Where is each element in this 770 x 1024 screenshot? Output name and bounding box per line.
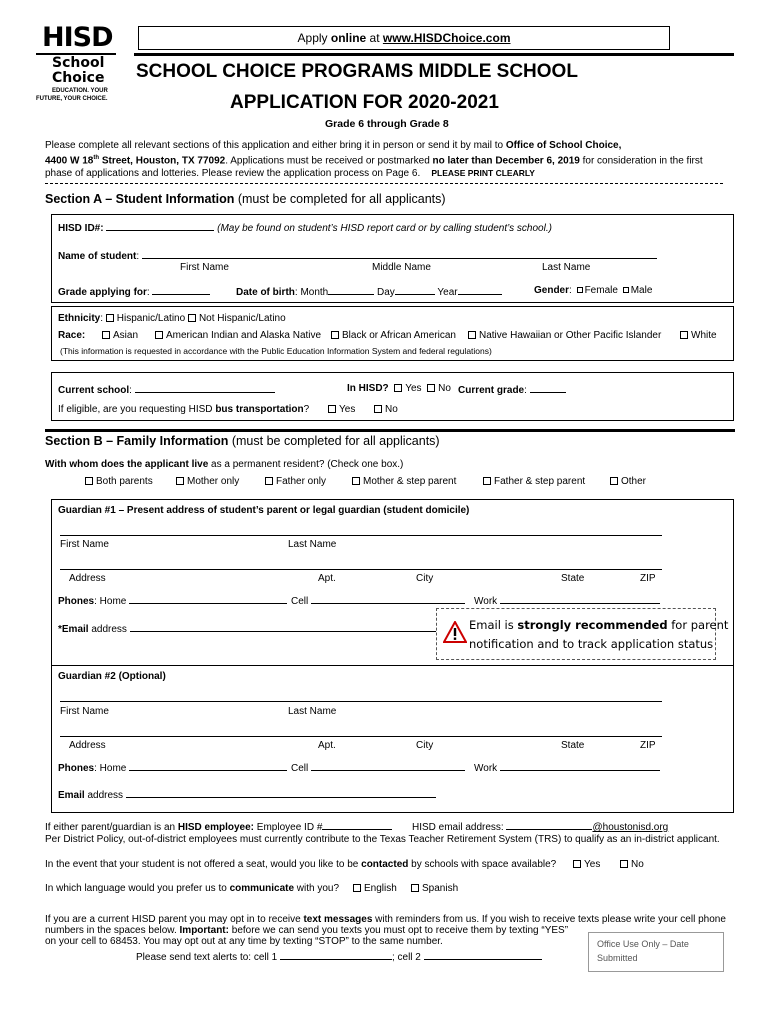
guardian1-phones-row: Phones: Home [58, 594, 287, 607]
live-option-father: Father only [265, 476, 326, 487]
race-option-white: White [680, 330, 717, 341]
guardian2-city-caption: City [416, 740, 434, 751]
guardian2-address-line[interactable] [60, 736, 662, 737]
gender-row: Gender: Female Male [534, 285, 653, 296]
apply-mid: at [366, 31, 383, 45]
guardian1-last-caption: Last Name [288, 539, 337, 550]
current-school-field[interactable] [135, 383, 275, 393]
guardian2-apt-caption: Apt. [318, 740, 336, 751]
guardian2-phones-row: Phones: Home [58, 761, 287, 774]
contacted-yes: Yes [573, 859, 600, 870]
student-name-field[interactable] [142, 249, 657, 259]
guardian1-cell-row: Cell [291, 594, 465, 607]
current-school-row: Current school: [58, 383, 275, 396]
intro-dashed-rule [45, 183, 723, 184]
transport-no-checkbox[interactable] [374, 405, 382, 413]
apply-online: online [330, 31, 367, 45]
guardian2-work-phone-field[interactable] [500, 761, 660, 771]
guardian2-email-row: Email address [58, 788, 436, 801]
grade-range: Grade 6 through Grade 8 [325, 118, 449, 130]
apply-online-box [138, 26, 670, 50]
transport-row: If eligible, are you requesting HISD bus transportation? [58, 404, 310, 415]
guardian1-email-field[interactable] [130, 622, 450, 632]
current-grade-row: Current grade: [458, 383, 566, 396]
employee-row: If either parent/guardian is an HISD employee: Employee ID # [45, 820, 392, 833]
contacted-question: In the event that your student is not offered a seat, would you like to be contacted by schools with space available? [45, 859, 557, 870]
in-hisd-row: In HISD? Yes No [347, 383, 451, 394]
guardian1-city-caption: City [416, 573, 434, 584]
callout-text-a: Email is [469, 618, 518, 632]
guardian2-email-field[interactable] [126, 788, 436, 798]
logo-tag2: FUTURE, YOUR CHOICE. [36, 96, 108, 102]
guardian2-work-row: Work [474, 761, 660, 774]
text-cell2-field[interactable] [424, 950, 542, 960]
english-checkbox[interactable] [353, 884, 361, 892]
live-option-both: Both parents [85, 476, 153, 487]
hawaiian-checkbox[interactable] [468, 331, 476, 339]
hisd-logo [36, 24, 116, 108]
page-title-line1: SCHOOL CHOICE PROGRAMS MIDDLE SCHOOL [136, 61, 578, 82]
guardian1-email-row: *Email address [58, 622, 450, 635]
race-label: Race: [58, 330, 86, 341]
live-option-other: Other [610, 476, 646, 487]
guardian1-title: Guardian #1 – Present address of student’s parent or legal guardian (student domicile) [58, 505, 470, 516]
race-option-asian: Asian [102, 330, 138, 341]
not-hispanic-checkbox[interactable] [188, 314, 196, 322]
contacted-no: No [620, 859, 644, 870]
student-last-caption: Last Name [542, 262, 591, 273]
warning-icon [443, 621, 467, 643]
live-option-father-step: Father & step parent [483, 476, 585, 487]
current-grade-field[interactable] [530, 383, 566, 393]
transport-yes: Yes [328, 404, 355, 415]
apply-prefix: Apply [297, 31, 331, 45]
logo-tag1: EDUCATION. YOUR [52, 88, 108, 94]
logo-line2: Choice [52, 70, 105, 86]
guardian1-first-caption: First Name [60, 539, 109, 550]
section-b-title: Section B – Family Information (must be completed for all applicants) [45, 434, 440, 448]
hisd-id-field[interactable] [106, 221, 214, 231]
race-option-black: Black or African American [331, 330, 456, 341]
transport-yes-checkbox[interactable] [328, 405, 336, 413]
dob-year-field[interactable] [458, 285, 502, 295]
contacted-no-checkbox[interactable] [620, 860, 628, 868]
father-only-checkbox[interactable] [265, 477, 273, 485]
spanish-checkbox[interactable] [411, 884, 419, 892]
language-question: In which language would you prefer us to communicate with you? [45, 883, 340, 894]
guardian2-state-caption: State [561, 740, 585, 751]
student-first-caption: First Name [180, 262, 229, 273]
dob-row: Date of birth: Month Day Year [236, 285, 502, 298]
live-option-mother: Mother only [176, 476, 239, 487]
apply-url[interactable]: www.HISDChoice.com [382, 31, 511, 45]
office-use-line2: Submitted [597, 953, 638, 963]
guardian2-last-caption: Last Name [288, 706, 337, 717]
employee-email-row: HISD email address: @houstonisd.org [412, 822, 669, 833]
guardian2-title: Guardian #2 (Optional) [58, 671, 166, 682]
header-rule [134, 53, 734, 56]
both-parents-checkbox[interactable] [85, 477, 93, 485]
female-checkbox[interactable] [577, 287, 583, 293]
dob-month-field[interactable] [328, 285, 374, 295]
guardian1-name-line[interactable] [60, 535, 662, 536]
guardian1-home-phone-field[interactable] [129, 594, 287, 604]
student-name-row: Name of student: [58, 249, 657, 262]
employee-id-field[interactable] [322, 820, 392, 830]
live-option-mother-step: Mother & step parent [352, 476, 456, 487]
black-checkbox[interactable] [331, 331, 339, 339]
guardian1-state-caption: State [561, 573, 585, 584]
other-checkbox[interactable] [610, 477, 618, 485]
callout-text-c: for parent [667, 618, 729, 632]
guardian-divider [52, 665, 733, 666]
grade-applying-row: Grade applying for: [58, 285, 210, 298]
race-option-hawaiian: Native Hawaiian or Other Pacific Islander [468, 330, 661, 341]
contacted-yes-checkbox[interactable] [573, 860, 581, 868]
text-cell1-field[interactable] [280, 950, 392, 960]
hisd-id-row: HISD ID#: (May be found on student’s HISD report card or by calling student’s school.) [58, 223, 552, 234]
language-english: English [353, 883, 397, 894]
guardian2-home-phone-field[interactable] [129, 761, 287, 771]
section-a-title: Section A – Student Information (must be completed for all applicants) [45, 192, 446, 206]
asian-checkbox[interactable] [102, 331, 110, 339]
guardian1-address-caption: Address [69, 573, 106, 584]
student-middle-caption: Middle Name [372, 262, 431, 273]
in-hisd-yes-checkbox[interactable] [394, 384, 402, 392]
logo-name: HISD [42, 22, 113, 53]
in-hisd-no-checkbox[interactable] [427, 384, 435, 392]
white-checkbox[interactable] [680, 331, 688, 339]
guardian1-zip-caption: ZIP [640, 573, 656, 584]
guardian1-address-line[interactable] [60, 569, 662, 570]
guardian2-cell-row: Cell [291, 761, 465, 774]
race-option-american-indian: American Indian and Alaska Native [155, 330, 321, 341]
guardian1-work-phone-field[interactable] [500, 594, 660, 604]
hispanic-checkbox[interactable] [106, 314, 114, 322]
grade-applying-field[interactable] [152, 285, 210, 295]
mother-step-checkbox[interactable] [352, 477, 360, 485]
transport-no: No [374, 404, 398, 415]
guardian2-address-caption: Address [69, 740, 106, 751]
dob-day-field[interactable] [395, 285, 435, 295]
text-alert-cells: Please send text alerts to: cell 1 ; cell 2 [136, 950, 542, 963]
guardian1-apt-caption: Apt. [318, 573, 336, 584]
guardian1-cell-phone-field[interactable] [311, 594, 465, 604]
intro-text: Please complete all relevant sections of this application and either bring it in person or send it by mail to Office of School Choice, 4400 W 18th Street, Houston, TX 77092. Applications must be received or postmarked no later than December 6, 2019 for consideration in the first phase of applications and lotteries. Please review the application process on Page 6. PLEASE PRINT CLEARLY [45, 140, 703, 180]
guardian2-name-line[interactable] [60, 701, 662, 702]
guardian1-work-row: Work [474, 594, 660, 607]
lives-with-question: With whom does the applicant live as a permanent resident? (Check one box.) [45, 459, 404, 470]
guardian2-zip-caption: ZIP [640, 740, 656, 751]
employee-policy: Per District Policy, out-of-district employees must currently contribute to the Texas Teacher Retirement System (TRS) to qualify as an in-district applicant. [45, 834, 720, 845]
guardian2-first-caption: First Name [60, 706, 109, 717]
mother-only-checkbox[interactable] [176, 477, 184, 485]
race-note: (This information is requested in accordance with the Public Education Information System and federal regulations) [60, 346, 492, 356]
american-indian-checkbox[interactable] [155, 331, 163, 339]
office-use-box [588, 932, 724, 972]
ethnicity-row: Ethnicity: Hispanic/Latino Not Hispanic/Latino [58, 313, 286, 324]
logo-line1: School [52, 55, 105, 71]
father-step-checkbox[interactable] [483, 477, 491, 485]
section-b-rule [45, 429, 735, 432]
office-use-line1: Office Use Only – Date [597, 939, 689, 949]
page-title-line2: APPLICATION FOR 2020-2021 [230, 92, 499, 113]
employee-email-field[interactable] [506, 820, 592, 830]
male-checkbox[interactable] [623, 287, 629, 293]
callout-text-b: strongly recommended [517, 618, 668, 632]
text-opt-in: If you are a current HISD parent you may opt in to receive text messages with reminders from us. If you wish to receive texts please write your cell phone numbers in the spaces below. Important: before we can send you texts you must opt to receive them by texting “YES” on your cell to 68453. You may opt out at any time by texting “STOP” to the same number. [45, 914, 726, 947]
language-spanish: Spanish [411, 883, 458, 894]
callout-text-d: notification and to track application status [469, 637, 714, 651]
email-callout [436, 608, 729, 660]
guardian2-cell-phone-field[interactable] [311, 761, 465, 771]
